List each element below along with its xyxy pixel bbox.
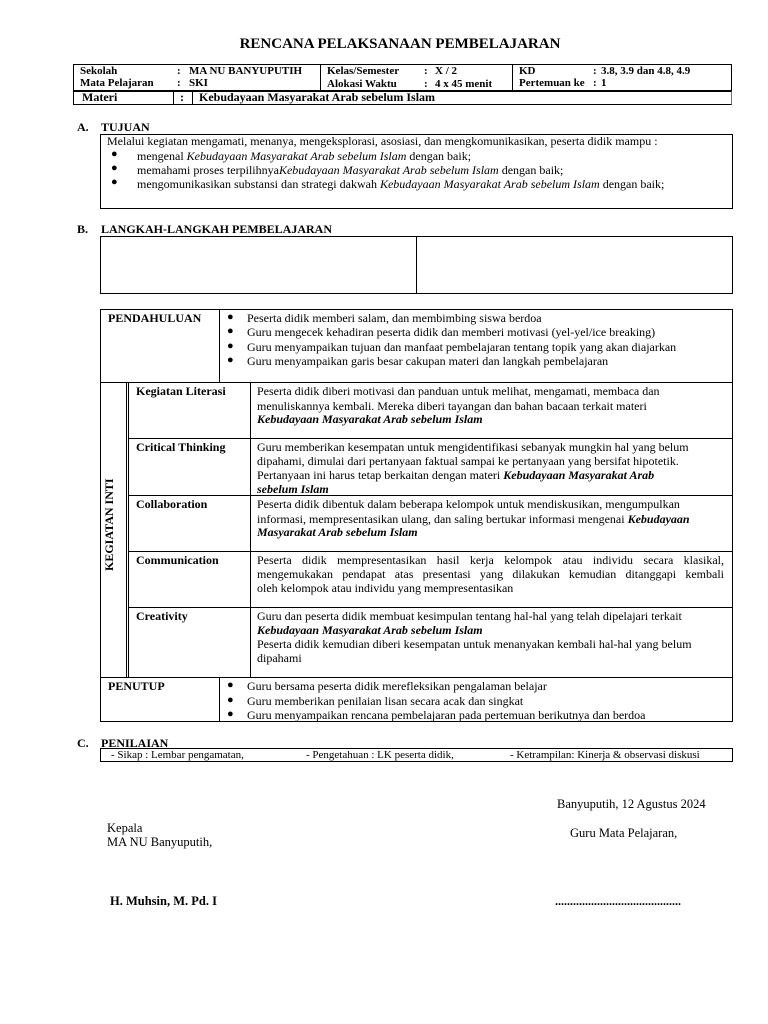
- bullet-icon: ●: [227, 340, 234, 352]
- pendahuluan-item: Guru menyampaikan tujuan dan manfaat pembelajaran tentang topik yang akan diajarkan: [247, 340, 677, 354]
- penutup-item: Guru memberikan penilaian lisan secara acak dan singkat: [247, 694, 524, 708]
- penutup-label: PENUTUP: [108, 679, 165, 693]
- bullet-icon: ●: [227, 708, 234, 720]
- collaboration-label: Collaboration: [136, 497, 208, 511]
- section-a-heading: TUJUAN: [101, 120, 150, 134]
- page-title: RENCANA PELAKSANAAN PEMBELAJARAN: [239, 36, 561, 52]
- colon: :: [593, 65, 597, 77]
- mapel-value: SKI: [189, 77, 208, 89]
- kd-value: 3.8, 3.9 dan 4.8, 4.9: [601, 65, 691, 77]
- critical-label: Critical Thinking: [136, 440, 226, 454]
- bullet-icon: ●: [111, 176, 118, 188]
- colon: :: [180, 90, 184, 104]
- penutup-item: Guru bersama peserta didik merefleksikan pengalaman belajar: [247, 679, 547, 693]
- communication-label: Communication: [136, 553, 219, 567]
- kepala-school: MA NU Banyuputih,: [107, 835, 213, 849]
- communication-text: Peserta didik mempresentasikan hasil kerja kelompok atau individu secara klasikal,: [257, 553, 724, 567]
- materi-value: Kebudayaan Masyarakat Arab sebelum Islam: [199, 90, 436, 104]
- section-a-letter: A.: [77, 120, 89, 134]
- kelas-value: X / 2: [435, 65, 457, 77]
- penutup-item: Guru menyampaikan rencana pembelajaran pada pertemuan berikutnya dan berdoa: [247, 708, 646, 722]
- bullet-icon: ●: [227, 325, 234, 337]
- literasi-label: Kegiatan Literasi: [136, 384, 226, 398]
- creativity-text: Guru dan peserta didik membuat kesimpulan tentang hal-hal yang telah dipelajari terkait: [257, 609, 682, 623]
- collaboration-text: informasi, mempresentasikan ulang, dan saling bertukar informasi mengenai Kebudayaan: [257, 512, 690, 526]
- tujuan-item: mengomunikasikan substansi dan strategi dakwah Kebudayaan Masyarakat Arab sebelum Islam dengan baik;: [137, 177, 665, 191]
- kepala-title: Kepala: [107, 821, 143, 835]
- colon: :: [177, 65, 181, 77]
- literasi-text: Peserta didik diberi motivasi dan panduan untuk melihat, mengamati, membaca dan: [257, 384, 660, 398]
- creativity-text: Peserta didik kemudian diberi kesempatan untuk menanyakan kembali hal-hal yang belum: [257, 637, 692, 651]
- creativity-label: Creativity: [136, 609, 188, 623]
- critical-text: sebelum Islam: [257, 482, 329, 496]
- pendahuluan-item: Guru mengecek kehadiran peserta didik dan memberi motivasi (yel-yel/ice breaking): [247, 325, 656, 339]
- critical-text: Guru memberikan kesempatan untuk mengidentifikasi sebanyak mungkin hal yang belum: [257, 440, 689, 454]
- critical-text: dipahami, dimulai dari pertanyaan faktual sampai ke pertanyaan yang bersifat hipotetik.: [257, 454, 679, 468]
- critical-text: Pertanyaan ini harus tetap berkaitan dengan materi Kebudayaan Masyarakat Arab: [257, 468, 655, 482]
- pertemuan-value: 1: [601, 77, 607, 89]
- place-date: Banyuputih, 12 Agustus 2024: [557, 797, 706, 811]
- sekolah-value: MA NU BANYUPUTIH: [189, 65, 303, 77]
- penilaian-sikap: - Sikap : Lembar pengamatan,: [111, 749, 244, 761]
- bullet-icon: ●: [227, 354, 234, 366]
- creativity-text: dipahami: [257, 651, 302, 665]
- tujuan-item: memahami proses terpilihnyaKebudayaan Masyarakat Arab sebelum Islam dengan baik;: [137, 163, 564, 177]
- kd-label: KD: [519, 65, 536, 77]
- pendahuluan-item: Peserta didik memberi salam, dan membimbing siswa berdoa: [247, 311, 542, 325]
- section-c-letter: C.: [77, 736, 89, 750]
- bullet-icon: ●: [111, 162, 118, 174]
- colon: :: [424, 78, 428, 90]
- colon: :: [424, 65, 428, 77]
- creativity-text: Kebudayaan Masyarakat Arab sebelum Islam: [257, 623, 483, 637]
- sekolah-label: Sekolah: [80, 65, 118, 77]
- tujuan-intro: Melalui kegiatan mengamati, menanya, mengeksplorasi, asosiasi, dan mengkomunikasikan, peserta didik mampu :: [107, 134, 658, 148]
- colon: :: [593, 77, 597, 89]
- pendahuluan-item: Guru menyampaikan garis besar cakupan materi dan langkah pembelajaran: [247, 354, 609, 368]
- mapel-label: Mata Pelajaran: [80, 77, 154, 89]
- colon: :: [177, 77, 181, 89]
- alokasi-label: Alokasi Waktu: [327, 78, 397, 90]
- section-b-letter: B.: [77, 222, 89, 236]
- tujuan-item: mengenal Kebudayaan Masyarakat Arab sebelum Islam dengan baik;: [137, 149, 472, 163]
- penilaian-pengetahuan: - Pengetahuan : LK peserta didik,: [306, 749, 454, 761]
- bullet-icon: ●: [227, 679, 234, 691]
- kepala-name: H. Muhsin, M. Pd. I: [110, 894, 217, 908]
- alokasi-value: 4 x 45 menit: [435, 78, 493, 90]
- literasi-text: menuliskannya kembali. Mereka diberi tayangan dan bahan bacaan terkait materi: [257, 399, 647, 413]
- bullet-icon: ●: [227, 311, 234, 323]
- guru-signature-line: ..........................................: [555, 894, 681, 908]
- collaboration-text: Peserta didik dibentuk dalam beberapa kelompok untuk mendiskusikan, mengumpulkan: [257, 497, 680, 511]
- materi-label: Materi: [82, 90, 118, 104]
- kelas-label: Kelas/Semester: [327, 65, 400, 77]
- pendahuluan-label: PENDAHULUAN: [108, 311, 202, 325]
- collaboration-text: Masyarakat Arab sebelum Islam: [257, 525, 418, 539]
- section-c-heading: PENILAIAN: [101, 736, 169, 750]
- section-b-heading: LANGKAH-LANGKAH PEMBELAJARAN: [101, 222, 333, 236]
- literasi-text: Kebudayaan Masyarakat Arab sebelum Islam: [257, 412, 483, 426]
- bullet-icon: ●: [227, 694, 234, 706]
- kegiatan-inti-label: KEGIATAN INTI: [102, 478, 116, 571]
- penilaian-keterampilan: - Ketrampilan: Kinerja & observasi diskusi: [510, 749, 700, 761]
- communication-text: mengemukakan pendapat atas presentasi yang dilakukan kemudian ditanggapi kembali: [257, 567, 724, 581]
- guru-title: Guru Mata Pelajaran,: [570, 826, 678, 840]
- bullet-icon: ●: [111, 148, 118, 160]
- pertemuan-label: Pertemuan ke: [519, 77, 585, 89]
- communication-text: oleh kelompok atau individu yang mempresentasikan: [257, 581, 514, 595]
